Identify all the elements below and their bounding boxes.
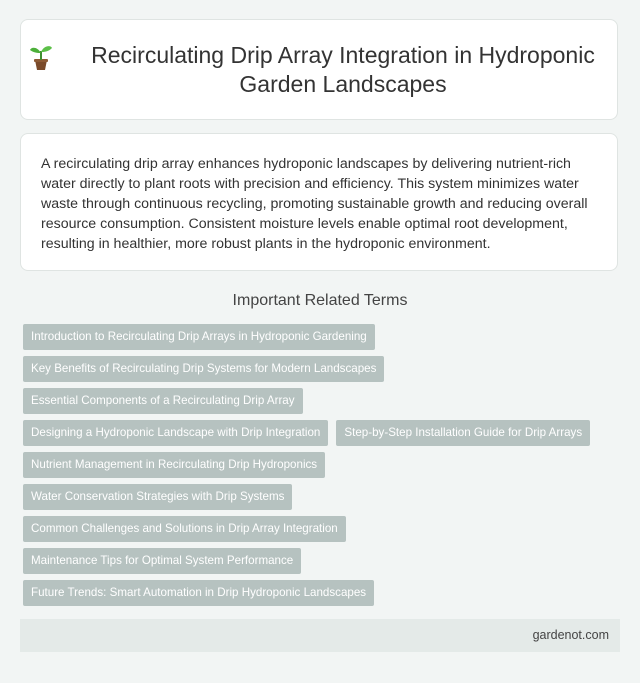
related-term-link[interactable]: Step-by-Step Installation Guide for Drip Arrays (336, 420, 590, 446)
page-title: Recirculating Drip Array Integration in Hydroponic Garden Landscapes (91, 41, 595, 97)
summary-card (20, 133, 618, 271)
term-row (23, 452, 623, 478)
related-term-link[interactable]: Nutrient Management in Recirculating Drip Hydroponics (23, 452, 325, 478)
term-row (23, 484, 623, 510)
footer-site-name: gardenot.com (532, 628, 609, 642)
term-row (23, 324, 623, 350)
term-row (23, 516, 623, 542)
summary-text: A recirculating drip array enhances hydroponic landscapes by delivering nutrient-rich water directly to plant roots with precision and efficiency. This system minimizes water waste through continuous recycling, promoting sustainable growth and reducing overall resource consumption. Consistent moisture levels enable optimal root development, resulting in healthier, more robust plants in the hydroponic environment. (41, 156, 588, 252)
related-terms-heading: Important Related Terms (232, 292, 408, 309)
sprout-icon (21, 42, 61, 72)
title-card (20, 19, 618, 120)
term-row (23, 420, 623, 446)
related-term-link[interactable]: Introduction to Recirculating Drip Arrays in Hydroponic Gardening (23, 324, 375, 350)
related-term-link[interactable]: Water Conservation Strategies with Drip Systems (23, 484, 292, 510)
term-row (23, 548, 623, 574)
related-term-link[interactable]: Key Benefits of Recirculating Drip Systems for Modern Landscapes (23, 356, 384, 382)
related-terms-list (23, 324, 623, 612)
related-term-link[interactable]: Future Trends: Smart Automation in Drip Hydroponic Landscapes (23, 580, 374, 606)
title-wrap (21, 41, 617, 99)
related-term-link[interactable]: Designing a Hydroponic Landscape with Drip Integration (23, 420, 328, 446)
term-row (23, 580, 623, 606)
term-row (23, 388, 623, 414)
related-term-link[interactable]: Common Challenges and Solutions in Drip Array Integration (23, 516, 346, 542)
footer (20, 619, 620, 652)
related-term-link[interactable]: Maintenance Tips for Optimal System Performance (23, 548, 301, 574)
term-row (23, 356, 623, 382)
related-term-link[interactable]: Essential Components of a Recirculating Drip Array (23, 388, 303, 414)
